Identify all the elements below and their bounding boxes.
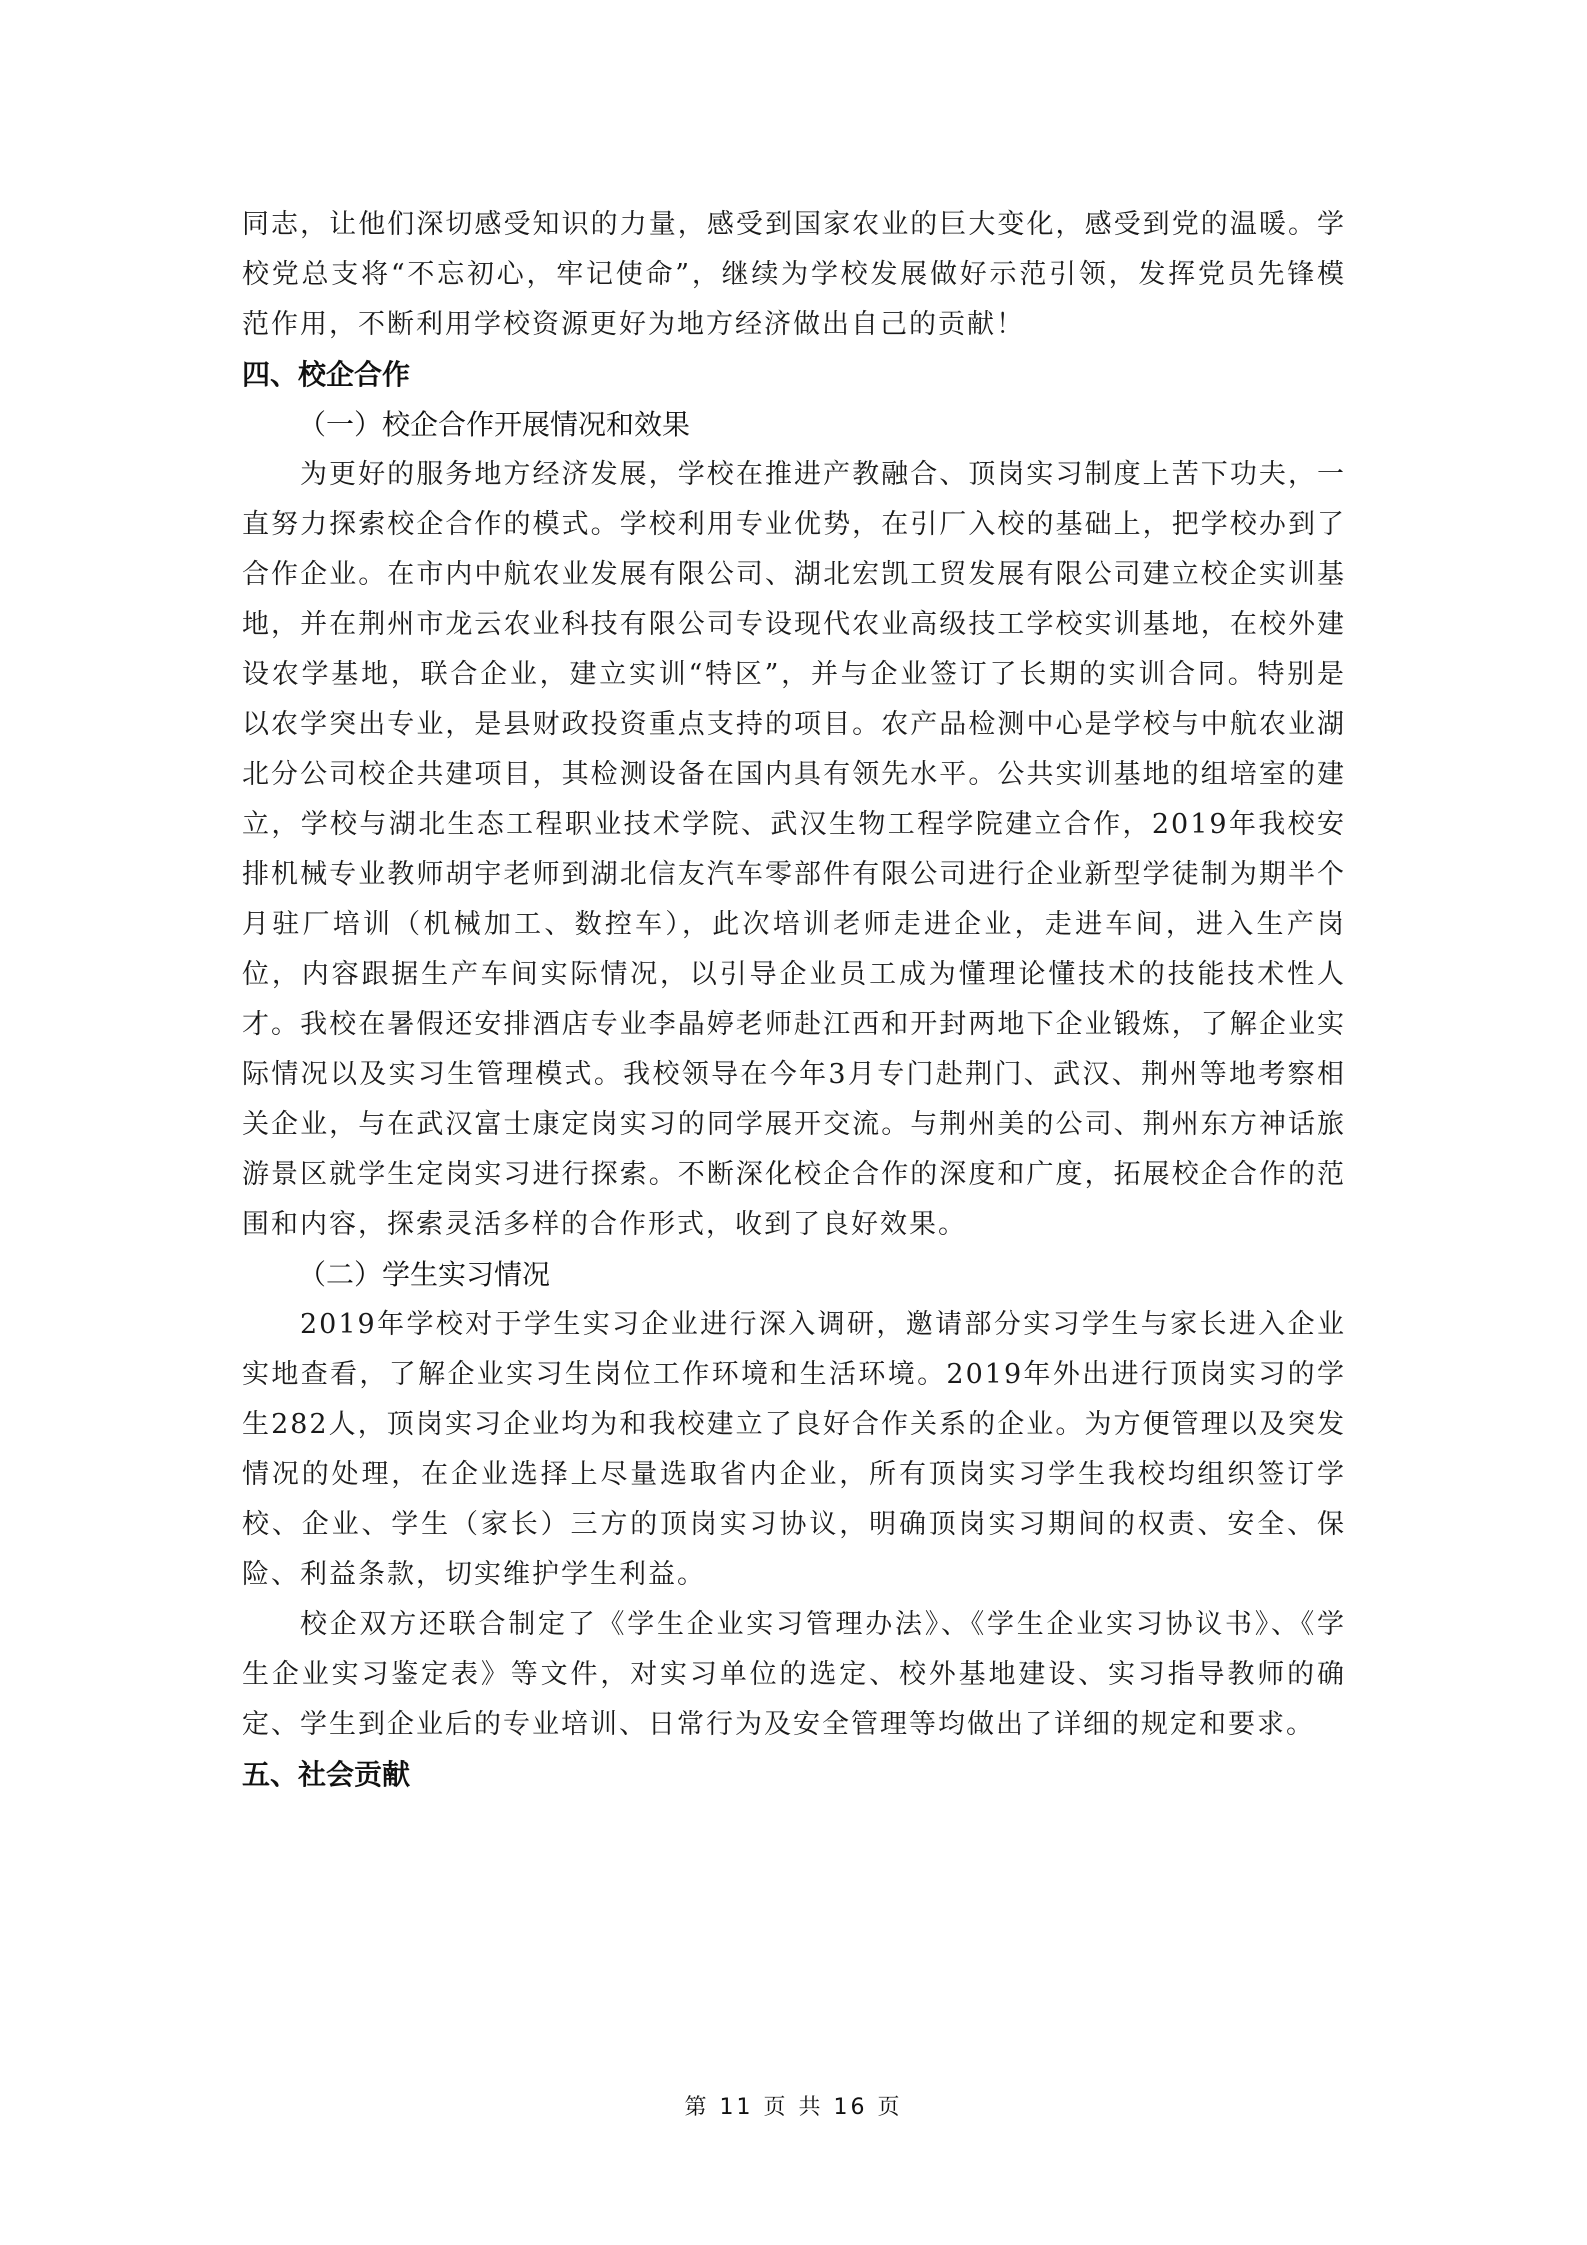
page-number: 第 11 页 共 16 页: [684, 2095, 903, 2120]
subsection-heading-cooperation: （一）校企合作开展情况和效果: [298, 408, 691, 441]
paragraph-party-branch: 同志，让他们深切感受知识的力量，感受到国家农业的巨大变化，感受到党的温暖。学校党总支将“不忘初心，牢记使命”，继续为学校发展做好示范引领，发挥党员先锋模范作用，不断利用学校资源更好为地方经济做出自己的贡献！: [242, 209, 1346, 340]
section-heading-school-enterprise: 四、校企合作: [242, 358, 411, 391]
page-body: [242, 200, 1346, 1800]
section-heading-social-contribution: 五、社会贡献: [242, 1758, 411, 1791]
paragraph-regulations: 校企双方还联合制定了《学生企业实习管理办法》、《学生企业实习协议书》、《学生企业实习鉴定表》等文件，对实习单位的选定、校外基地建设、实习指导教师的确定、学生到企业后的专业培训、日常行为及安全管理等均做出了详细的规定和要求。: [242, 1609, 1346, 1740]
paragraph-internship: 2019年学校对于学生实习企业进行深入调研，邀请部分实习学生与家长进入企业实地查看，了解企业实习生岗位工作环境和生活环境。2019年外出进行顶岗实习的学生282人，顶岗实习企业均为和我校建立了良好合作关系的企业。为方便管理以及突发情况的处理，在企业选择上尽量选取省内企业，所有顶岗实习学生我校均组织签订学校、企业、学生（家长）三方的顶岗实习协议，明确顶岗实习期间的权责、安全、保险、利益条款，切实维护学生利益。: [242, 1309, 1346, 1590]
paragraph-cooperation: 为更好的服务地方经济发展，学校在推进产教融合、顶岗实习制度上苦下功夫，一直努力探索校企合作的模式。学校利用专业优势，在引厂入校的基础上，把学校办到了合作企业。在市内中航农业发展有限公司、湖北宏凯工贸发展有限公司建立校企实训基地，并在荆州市龙云农业科技有限公司专设现代农业高级技工学校实训基地，在校外建设农学基地，联合企业，建立实训“特区”，并与企业签订了长期的实训合同。特别是以农学突出专业，是县财政投资重点支持的项目。农产品检测中心是学校与中航农业湖北分公司校企共建项目，其检测设备在国内具有领先水平。公共实训基地的组培室的建立，学校与湖北生态工程职业技术学院、武汉生物工程学院建立合作，2019年我校安排机械专业教师胡宇老师到湖北信友汽车零部件有限公司进行企业新型学徒制为期半个月驻厂培训（机械加工、数控车），此次培训老师走进企业，走进车间，进入生产岗位，内容跟据生产车间实际情况，以引导企业员工成为懂理论懂技术的技能技术性人才。我校在暑假还安排酒店专业李晶婷老师赴江西和开封两地下企业锻炼，了解企业实际情况以及实习生管理模式。我校领导在今年3月专门赴荆门、武汉、荆州等地考察相关企业，与在武汉富士康定岗实习的同学展开交流。与荆州美的公司、荆州东方神话旅游景区就学生定岗实习进行探索。不断深化校企合作的深度和广度，拓展校企合作的范围和内容，探索灵活多样的合作形式，收到了良好效果。: [242, 459, 1346, 1240]
subsection-heading-internship: （二）学生实习情况: [298, 1258, 551, 1291]
